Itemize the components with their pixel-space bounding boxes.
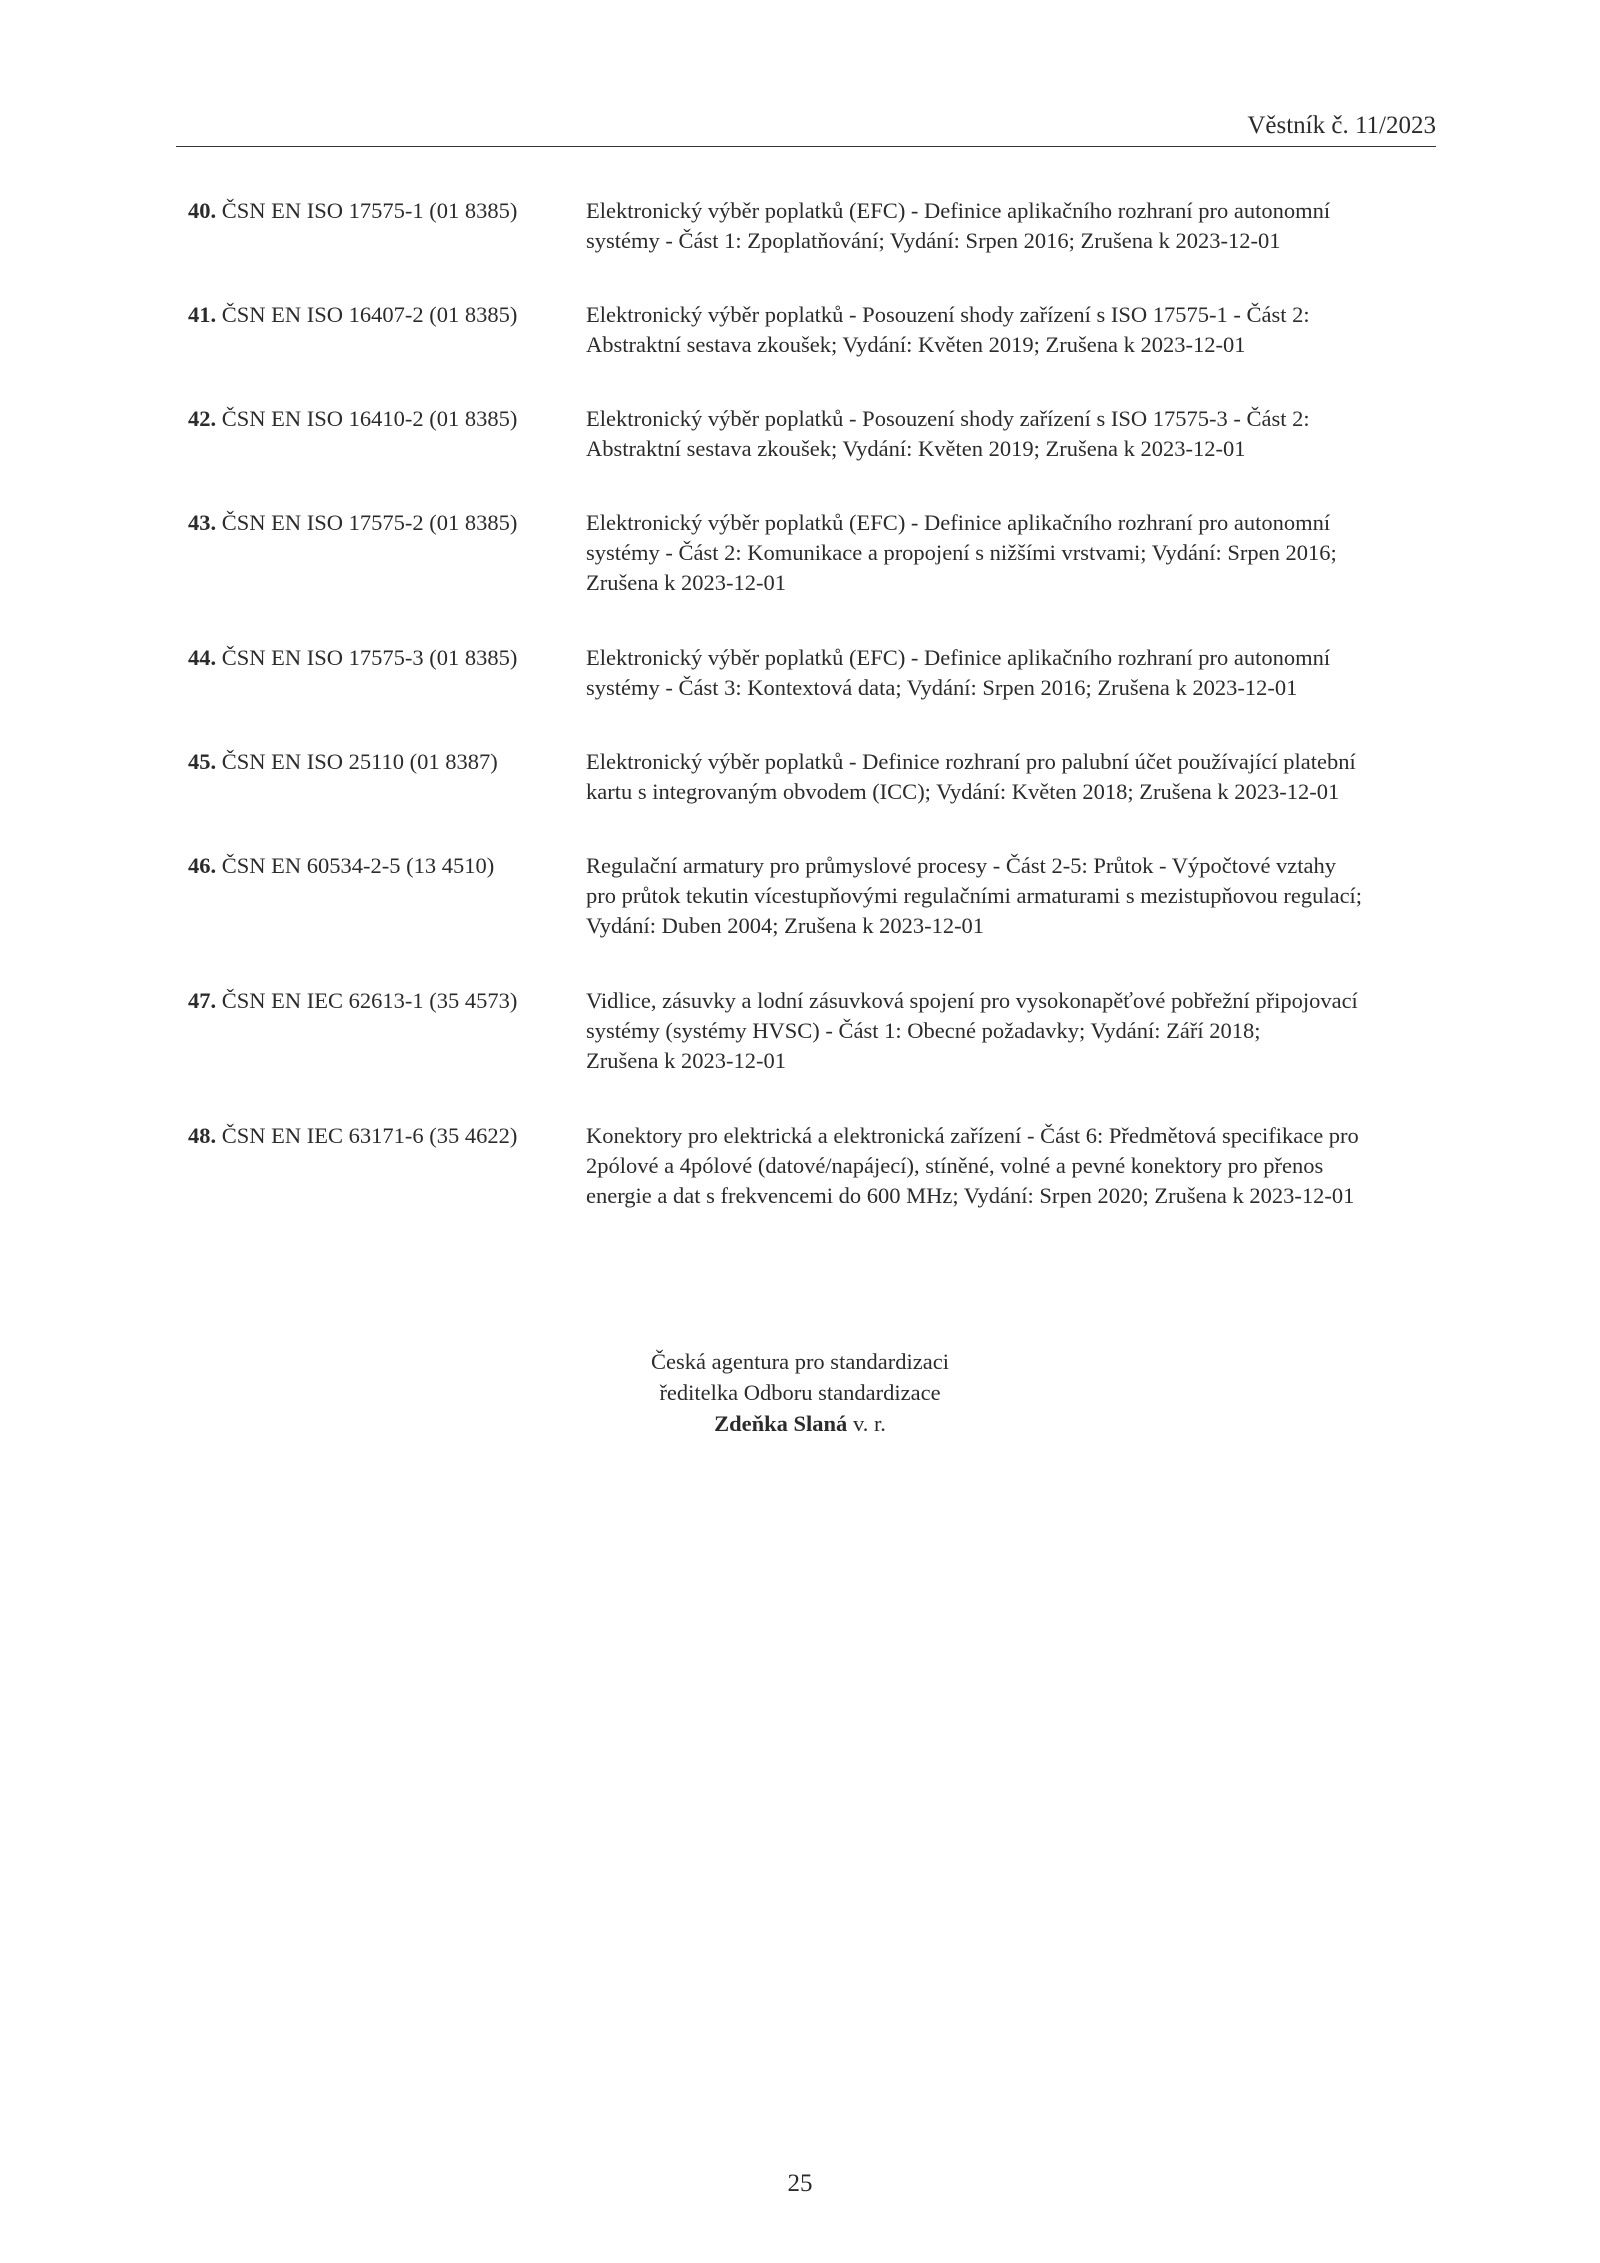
- standard-code: [188, 300, 578, 330]
- signatory-name: Zdeňka Slaná: [714, 1411, 848, 1436]
- description-line: systémy - Část 3: Kontextová data; Vydání: Srpen 2016; Zrušena k 2023-12-01: [586, 675, 1298, 700]
- description-line: systémy - Část 2: Komunikace a propojení s nižšími vrstvami; Vydání: Srpen 2016;: [586, 540, 1337, 565]
- description-line: Elektronický výběr poplatků (EFC) - Definice aplikačního rozhraní pro autonomní: [586, 510, 1331, 535]
- standard-code: [188, 1121, 578, 1151]
- item-number: 42.: [188, 406, 217, 431]
- description-line: pro průtok tekutin vícestupňovými regulačními armaturami s mezistupňovou regulací;: [586, 883, 1363, 908]
- item-number: 43.: [188, 510, 217, 535]
- description-line: Elektronický výběr poplatků - Posouzení shody zařízení s ISO 17575-3 - Část 2:: [586, 406, 1310, 431]
- description-line: Konektory pro elektrická a elektronická zařízení - Část 6: Předmětová specifikace pro: [586, 1123, 1359, 1148]
- standard-id: ČSN EN ISO 17575-1 (01 8385): [216, 198, 518, 223]
- standard-id: ČSN EN ISO 16407-2 (01 8385): [216, 302, 518, 327]
- journal-title: Věstník č. 11/2023: [1247, 112, 1436, 139]
- standard-id: ČSN EN ISO 17575-2 (01 8385): [216, 510, 518, 535]
- standard-description: [586, 196, 1431, 256]
- standard-description: [586, 1121, 1431, 1211]
- item-number: 40.: [188, 198, 217, 223]
- description-line: Zrušena k 2023-12-01: [586, 1048, 786, 1073]
- signature-organization: Česká agentura pro standardizaci: [651, 1349, 949, 1374]
- description-line: Elektronický výběr poplatků - Definice rozhraní pro palubní účet používající platební: [586, 749, 1356, 774]
- item-number: 46.: [188, 853, 217, 878]
- standard-id: ČSN EN ISO 16410-2 (01 8385): [216, 406, 518, 431]
- standard-description: [586, 851, 1431, 941]
- description-line: Abstraktní sestava zkoušek; Vydání: Květen 2019; Zrušena k 2023-12-01: [586, 436, 1246, 461]
- description-line: Elektronický výběr poplatků - Posouzení shody zařízení s ISO 17575-1 - Část 2:: [586, 302, 1310, 327]
- standard-code: [188, 643, 578, 673]
- signature-suffix: v. r.: [847, 1411, 886, 1436]
- standard-code: [188, 851, 578, 881]
- standard-code: [188, 196, 578, 226]
- page-number: 25: [787, 2170, 813, 2197]
- signature-name-line: [560, 1408, 1040, 1439]
- standard-description: [586, 643, 1431, 703]
- standard-code: [188, 404, 578, 434]
- description-line: systémy (systémy HVSC) - Část 1: Obecné požadavky; Vydání: Září 2018;: [586, 1018, 1261, 1043]
- standard-id: ČSN EN ISO 17575-3 (01 8385): [216, 645, 518, 670]
- page-header: [176, 108, 1436, 147]
- description-line: Vydání: Duben 2004; Zrušena k 2023-12-01: [586, 913, 985, 938]
- item-number: 44.: [188, 645, 217, 670]
- item-number: 47.: [188, 988, 217, 1013]
- description-line: kartu s integrovaným obvodem (ICC); Vydání: Květen 2018; Zrušena k 2023-12-01: [586, 779, 1340, 804]
- description-line: Zrušena k 2023-12-01: [586, 570, 786, 595]
- item-number: 41.: [188, 302, 217, 327]
- standard-description: [586, 508, 1431, 598]
- standard-description: [586, 300, 1431, 360]
- description-line: 2pólové a 4pólové (datové/napájecí), stíněné, volné a pevné konektory pro přenos: [586, 1153, 1324, 1178]
- description-line: Abstraktní sestava zkoušek; Vydání: Květen 2019; Zrušena k 2023-12-01: [586, 332, 1246, 357]
- item-number: 45.: [188, 749, 217, 774]
- signature-position: ředitelka Odboru standardizace: [659, 1380, 941, 1405]
- standard-code: [188, 747, 578, 777]
- standard-code: [188, 508, 578, 538]
- standard-code: [188, 986, 578, 1016]
- description-line: energie a dat s frekvencemi do 600 MHz; Vydání: Srpen 2020; Zrušena k 2023-12-01: [586, 1183, 1355, 1208]
- description-line: Elektronický výběr poplatků (EFC) - Definice aplikačního rozhraní pro autonomní: [586, 198, 1331, 223]
- standard-description: [586, 986, 1431, 1076]
- standard-id: ČSN EN 60534-2-5 (13 4510): [216, 853, 495, 878]
- standard-id: ČSN EN IEC 63171-6 (35 4622): [216, 1123, 518, 1148]
- description-line: Vidlice, zásuvky a lodní zásuvková spojení pro vysokonapěťové pobřežní připojovací: [586, 988, 1358, 1013]
- standard-description: [586, 747, 1431, 807]
- standard-description: [586, 404, 1431, 464]
- description-line: Elektronický výběr poplatků (EFC) - Definice aplikačního rozhraní pro autonomní: [586, 645, 1331, 670]
- standard-id: ČSN EN ISO 25110 (01 8387): [216, 749, 498, 774]
- signature-block: [560, 1346, 1040, 1439]
- item-number: 48.: [188, 1123, 217, 1148]
- description-line: systémy - Část 1: Zpoplatňování; Vydání: Srpen 2016; Zrušena k 2023-12-01: [586, 228, 1281, 253]
- description-line: Regulační armatury pro průmyslové procesy - Část 2-5: Průtok - Výpočtové vztahy: [586, 853, 1337, 878]
- standard-id: ČSN EN IEC 62613-1 (35 4573): [216, 988, 518, 1013]
